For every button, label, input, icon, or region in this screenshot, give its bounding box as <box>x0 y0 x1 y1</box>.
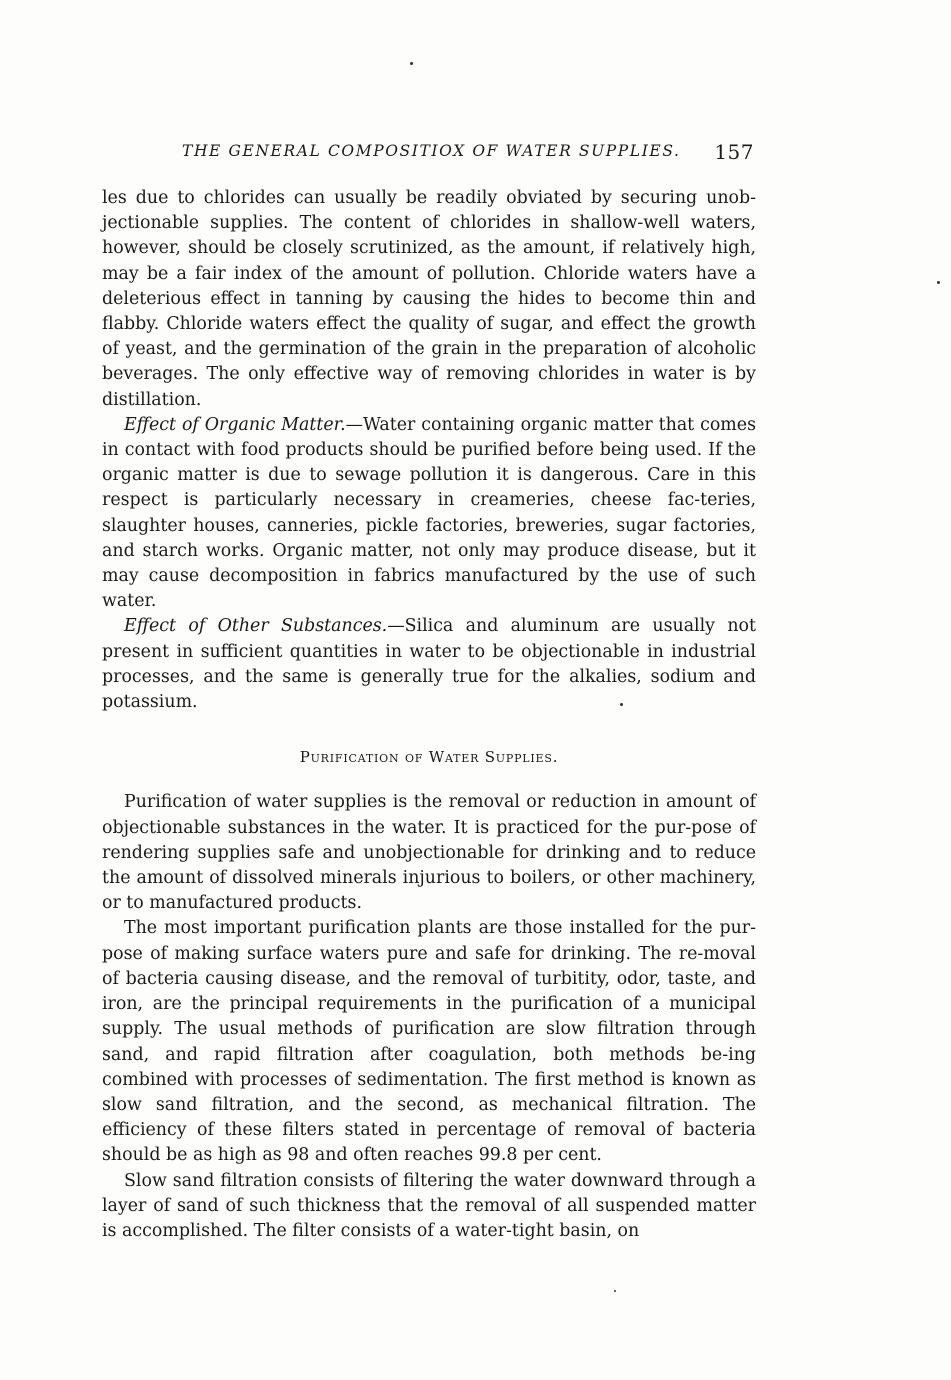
paragraph-purification-plants: The most important purification plants are those installed for the pur-pose of making surface waters pure and safe for drinking. The re-moval of bacteria causing disease, and the removal of turbitity, odor, taste, and iron, are the principal requirements in the purification of a municipal supply. The usual methods of purification are slow filtration through sand, and rapid filtration after coagulation, both methods be-ing combined with processes of sedimentation. The first method is known as slow sand filtration, and the second, as mechanical filtration. The efficiency of these filters stated in percentage of removal of bacteria should be as high as 98 and often reaches 99.8 per cent. <box>102 918 756 1166</box>
running-title: THE GENERAL COMPOSITIOX OF WATER SUPPLIES. <box>182 142 681 160</box>
paragraph-organic-matter-text: —Water containing organic matter that comes in contact with food products should be purified before being used. If the organic matter is due to sewage pollution it is dangerous. Care in this respect is particularly necessary in creameries, cheese fac-teries, slaughter houses, canneries, pickle factories, breweries, sugar factories, and starch works. Organic matter, not only may produce disease, but it may cause decomposition in fabrics manufactured by the use of such water. <box>102 414 756 612</box>
paragraph-chlorides: les due to chlorides can usually be readily obviated by securing unob-jectionable supplies. The content of chlorides in shallow-well waters, however, should be closely scrutinized, as the amount, if relatively high, may be a fair index of the amount of pollution. Chloride waters have a deleterious effect in tanning by causing the hides to become thin and flabby. Chloride waters effect the quality of sugar, and effect the growth of yeast, and the germination of the grain in the preparation of alcoholic beverages. The only effective way of removing chlorides in water is by distillation. <box>102 188 756 410</box>
section-heading: Purification of Water Supplies. <box>299 748 559 767</box>
run-in-heading-organic-matter: Effect of Organic Matter. <box>124 414 346 435</box>
running-head <box>182 142 754 168</box>
print-speck <box>410 62 413 65</box>
print-speck <box>620 703 623 706</box>
page-number: 157 <box>714 140 754 164</box>
paragraph-organic-matter <box>102 413 756 615</box>
paragraph-other-substances <box>102 614 756 715</box>
run-in-heading-other-substances: Effect of Other Substances. <box>124 616 388 637</box>
print-speck <box>614 1290 616 1292</box>
print-speck <box>937 281 940 284</box>
body-text <box>102 186 756 1244</box>
paragraph-other-substances-text: —Silica and aluminum are usually not present in sufficient quantities in water to be objectionable in industrial processes, and the same is generally true for the alkalies, sodium and potassium. <box>102 616 756 713</box>
paragraph-slow-sand-filtration: Slow sand filtration consists of filtering the water downward through a layer of sand of such thickness that the removal of all suspended matter is accomplished. The filter consists of a water-tight basin, on <box>102 1170 756 1241</box>
paragraph-purification-definition: Purification of water supplies is the removal or reduction in amount of objectionable substances in the water. It is practiced for the pur-pose of rendering supplies safe and unobjectionable for drinking and to reduce the amount of dissolved minerals injurious to boilers, or other machinery, or to manufactured products. <box>102 792 756 914</box>
